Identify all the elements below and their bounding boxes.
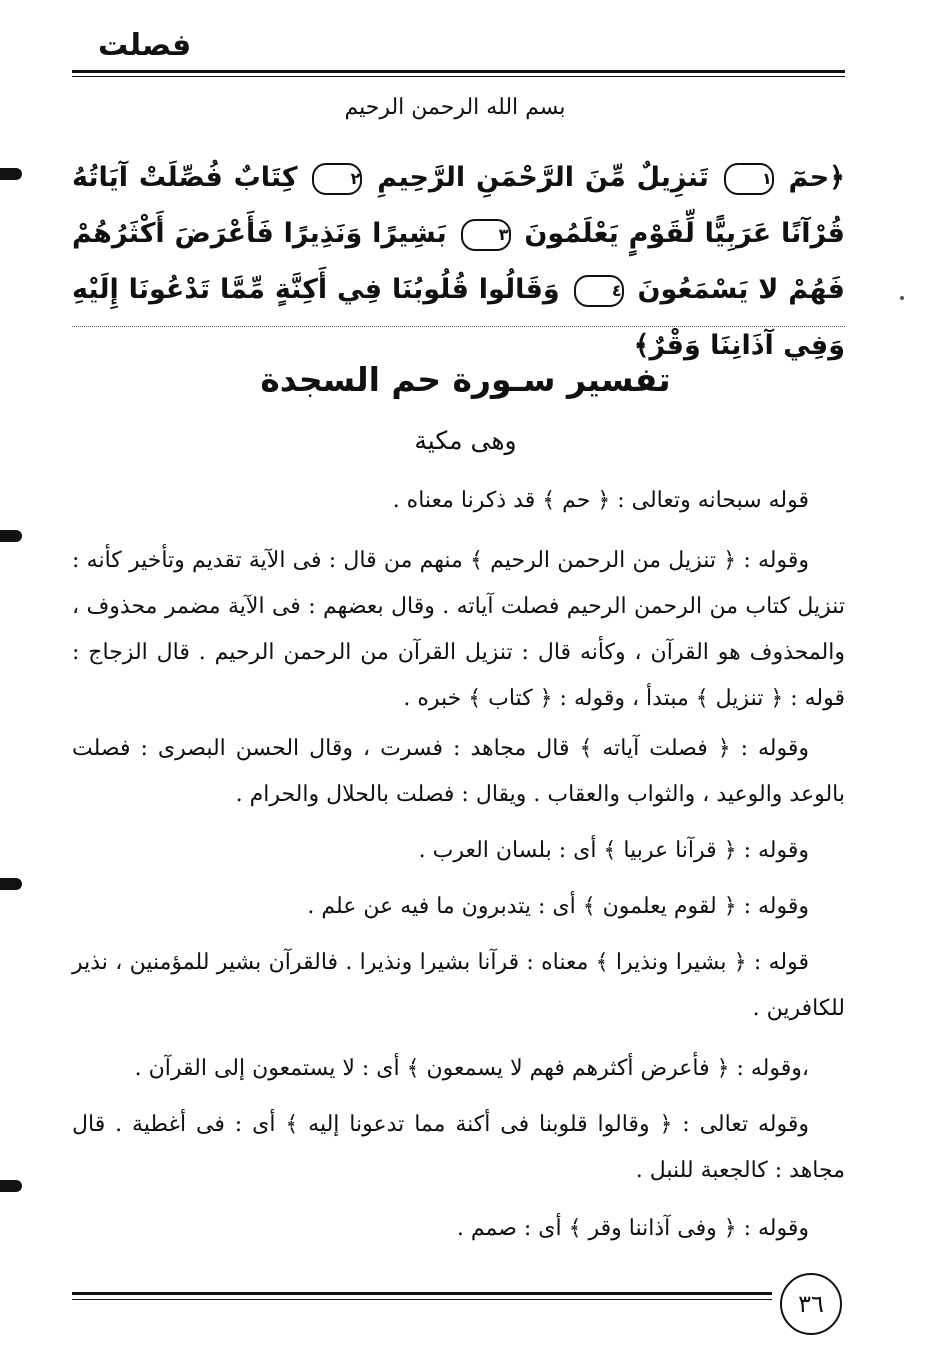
commentary-paragraph: وقوله : ﴿ لقوم يعلمون ﴾ أى : يتدبرون ما فيه عن علم .: [307, 894, 809, 919]
commentary-paragraph: قوله : ﴿ بشيرا ونذيرا ﴾ معناه : قرآنا بشيرا ونذيرا . فالقرآن بشير للمؤمنين ، نذير للكافرين .: [72, 950, 845, 1021]
verse-text: تَنزِيلٌ مِّنَ الرَّحْمَنِ الرَّحِيمِ: [366, 162, 720, 193]
scan-mark: [0, 878, 22, 890]
header-rule-thin: [72, 76, 845, 77]
commentary-paragraph: وقوله : ﴿ وفى آذاننا وقر ﴾ أى : صمم .: [456, 1216, 809, 1241]
scan-mark: [0, 168, 22, 180]
ayah-number-marker: ٤: [574, 275, 624, 307]
verse-text: كِتَابٌ فُصِّلَتْ آيَاتُهُ قُرْآنًا عَرَبِيًّا لِّقَوْمٍ يَعْلَمُونَ: [72, 162, 845, 249]
commentary-paragraph: ،وقوله : ﴿ فأعرض أكثرهم فهم لا يسمعون ﴾ أى : لا يستمعون إلى القرآن .: [134, 1056, 809, 1081]
chapter-subtitle: وهى مكية: [414, 426, 517, 455]
footer-rule-thin: [72, 1299, 772, 1300]
footer-rule-thick: [72, 1292, 772, 1295]
header-rule-thick: [72, 70, 845, 73]
verse-text: ﴿حمٓ: [777, 162, 846, 193]
scan-speck: [900, 296, 904, 300]
basmala-text: بسم الله الرحمن الرحيم: [344, 95, 566, 120]
scan-mark: [0, 1180, 22, 1192]
commentary-paragraph: قوله سبحانه وتعالى : ﴿ حم ﴾ قد ذكرنا معناه .: [392, 488, 809, 513]
commentary-paragraph: وقوله تعالى : ﴿ وقالوا قلوبنا فى أكنة مما تدعونا إليه ﴾ أى : فى أغطية . قال مجاهد : كالجعبة للنبل .: [72, 1112, 845, 1183]
running-header-title: فصلت: [98, 28, 192, 63]
ayah-number-marker: ٢: [312, 163, 362, 195]
ayah-number-marker: ٣: [461, 219, 511, 251]
dotted-separator: [72, 326, 845, 327]
basmala-calligraphy: [270, 86, 640, 130]
chapter-title: تفسير سـورة حم السجدة: [260, 360, 671, 399]
page-number: ٣٦: [780, 1273, 842, 1335]
scan-mark: [0, 530, 22, 542]
verse-text: وَقَالُوا قُلُوبُنَا فِي أَكِنَّةٍ مِّمَّا تَدْعُونَا إِلَيْهِ وَفِي آذَانِنَا وَقْرٌ﴾: [72, 274, 845, 361]
commentary-paragraph: وقوله : ﴿ قرآنا عربيا ﴾ أى : بلسان العرب .: [418, 838, 809, 863]
commentary-paragraph: وقوله : ﴿ فصلت آياته ﴾ قال مجاهد : فسرت ، وقال الحسن البصرى : فصلت بالوعد والوعيد ، والثواب والعقاب . ويقال : فصلت بالحلال والحرام .: [72, 736, 845, 807]
commentary-paragraph: وقوله : ﴿ تنزيل من الرحمن الرحيم ﴾ منهم من قال : فى الآية تقديم وتأخير كأنه : تنزيل كتاب من الرحمن الرحيم فصلت آياته . وقال بعضهم : فى الآية مضمر محذوف ، والمحذوف هو القرآن ، وكأنه قال : تنزيل القرآن من الرحمن الرحيم . قال الزجاج : قوله : ﴿ تنزيل ﴾ مبتدأ ، وقوله : ﴿ كتاب ﴾ خبره .: [72, 548, 845, 711]
quran-verses: [72, 150, 845, 374]
verse-text: بَشِيرًا وَنَذِيرًا فَأَعْرَضَ أَكْثَرُهُمْ فَهُمْ لا يَسْمَعُونَ: [72, 218, 845, 305]
ayah-number-marker: ١: [724, 163, 774, 195]
